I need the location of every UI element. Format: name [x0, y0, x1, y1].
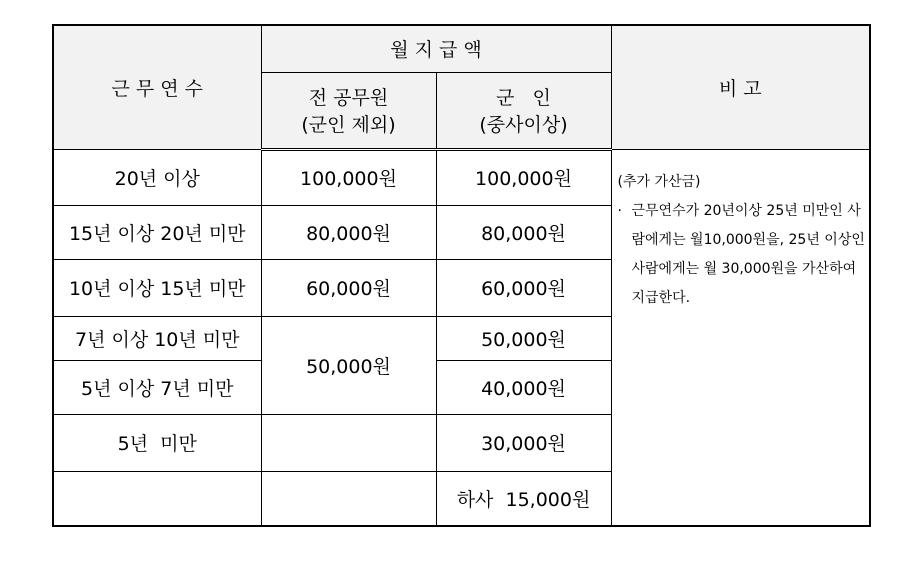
header-monthly-amount: 월 지 급 액: [261, 25, 611, 72]
table-row: [53, 149, 870, 205]
header-civil-line2: (군인 제외): [301, 114, 396, 136]
cell-civil: 80,000원: [261, 205, 436, 259]
cell-years: 20년 이상: [53, 149, 261, 205]
bullet-icon: ·: [617, 202, 622, 219]
cell-civil: 100,000원: [261, 149, 436, 205]
header-military-line1: 군 인: [496, 87, 551, 109]
cell-military: 50,000원: [436, 316, 611, 360]
note-text: 근무연수가 20년이상 25년 미만인 사람에게는 월10,000원을, 25년 이상인 사람에게는 월 30,000원을 가산하여 지급한다.: [631, 202, 865, 306]
header-civil-servant: [261, 72, 436, 149]
cell-military: 60,000원: [436, 259, 611, 316]
cell-military: 80,000원: [436, 205, 611, 259]
header-military-line2: (중사이상): [479, 114, 568, 136]
cell-civil: 50,000원: [261, 316, 436, 414]
header-military: [436, 72, 611, 149]
cell-military: 40,000원: [436, 360, 611, 414]
note-title: (추가 가산금): [617, 173, 701, 190]
header-remarks: 비 고: [611, 25, 870, 149]
cell-years: 10년 이상 15년 미만: [53, 259, 261, 316]
cell-military: 30,000원: [436, 414, 611, 471]
allowance-table: [52, 24, 871, 527]
header-civil-line1: 전 공무원: [308, 87, 389, 109]
cell-civil: 60,000원: [261, 259, 436, 316]
cell-years: 15년 이상 20년 미만: [53, 205, 261, 259]
header-years: 근 무 연 수: [53, 25, 261, 149]
cell-civil: [261, 471, 436, 526]
cell-military: 하사 15,000원: [436, 471, 611, 526]
cell-years: [53, 471, 261, 526]
cell-years: 5년 미만: [53, 414, 261, 471]
cell-military: 100,000원: [436, 149, 611, 205]
remarks-cell: [611, 149, 870, 526]
note-item: [618, 197, 866, 313]
cell-years: 5년 이상 7년 미만: [53, 360, 261, 414]
cell-civil: [261, 414, 436, 471]
cell-years: 7년 이상 10년 미만: [53, 316, 261, 360]
